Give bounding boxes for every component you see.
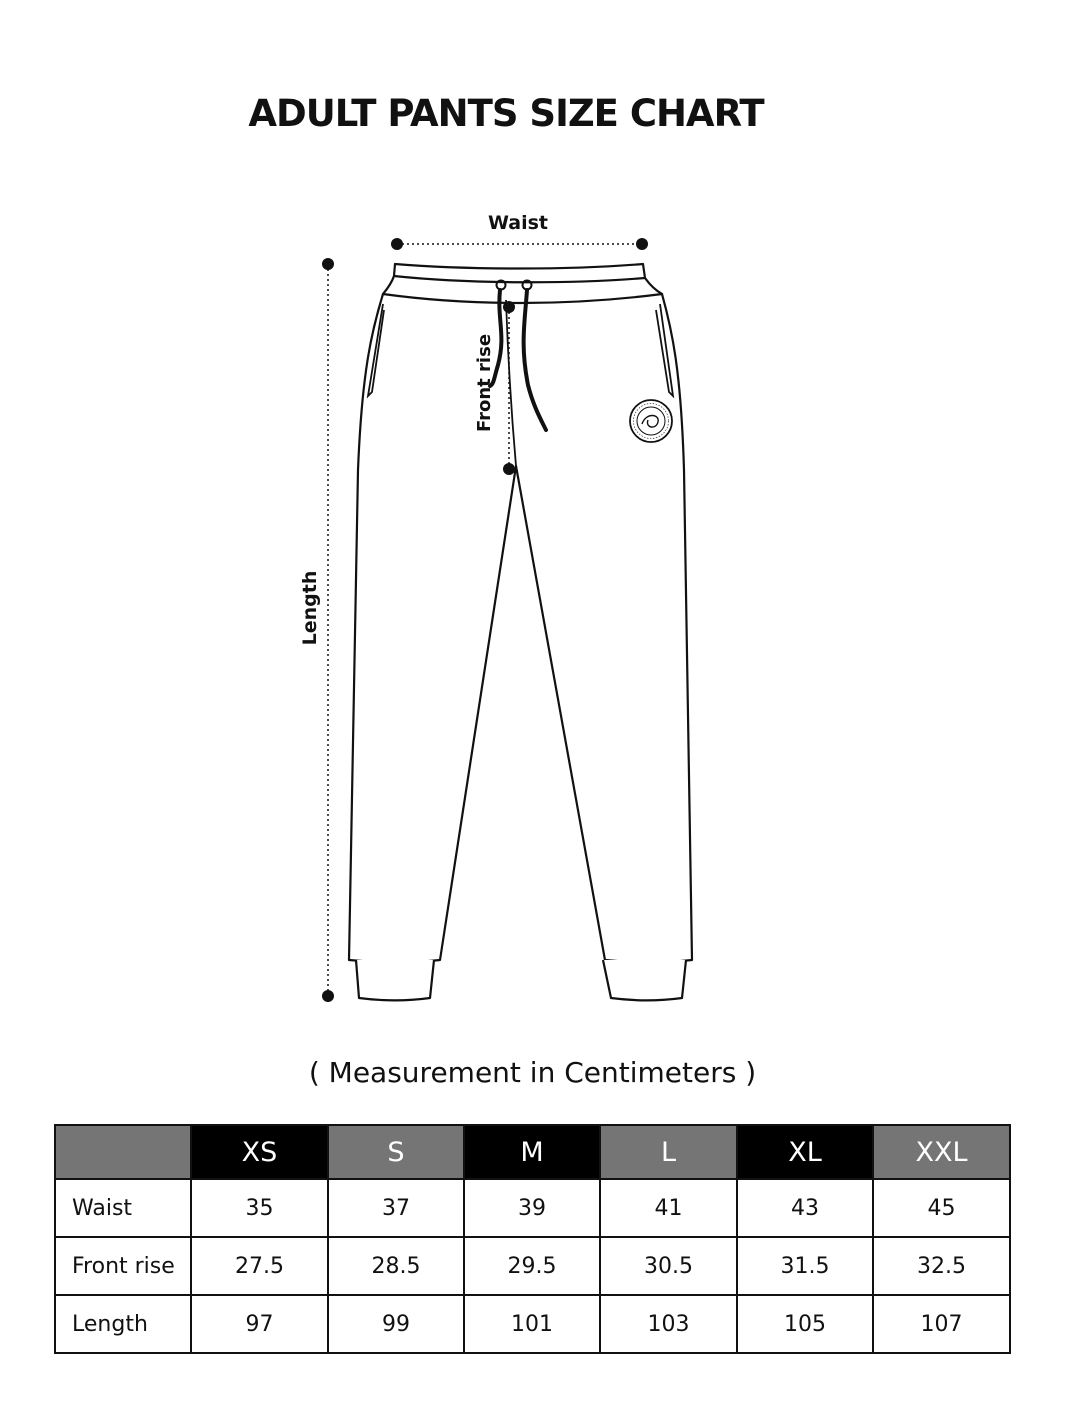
length-measure-line [322, 258, 334, 1002]
table-row [55, 1295, 1010, 1353]
row-label-length: Length [55, 1295, 191, 1353]
cell-value: 43 [737, 1179, 873, 1237]
size-table [54, 1124, 1011, 1354]
size-header-l: L [600, 1125, 737, 1179]
cell-value: 45 [873, 1179, 1010, 1237]
cell-value: 32.5 [873, 1237, 1010, 1295]
waist-label: Waist [487, 212, 549, 234]
size-header-xl: XL [737, 1125, 873, 1179]
row-label-waist: Waist [55, 1179, 191, 1237]
table-row [55, 1179, 1010, 1237]
size-header-xxl: XXL [873, 1125, 1010, 1179]
cell-value: 101 [464, 1295, 600, 1353]
measurement-unit-note: ( Measurement in Centimeters ) [308, 1056, 757, 1089]
pants-outline [349, 264, 692, 1000]
cell-value: 105 [737, 1295, 873, 1353]
cell-value: 35 [191, 1179, 328, 1237]
corner-cell [55, 1125, 191, 1179]
cell-value: 39 [464, 1179, 600, 1237]
cell-value: 27.5 [191, 1237, 328, 1295]
cell-value: 41 [600, 1179, 737, 1237]
size-header-xs: XS [191, 1125, 328, 1179]
cell-value: 30.5 [600, 1237, 737, 1295]
size-header-m: M [464, 1125, 600, 1179]
table-row [55, 1237, 1010, 1295]
page-title: ADULT PANTS SIZE CHART [248, 92, 764, 135]
cell-value: 28.5 [328, 1237, 464, 1295]
row-label-front-rise: Front rise [55, 1237, 191, 1295]
cell-value: 99 [328, 1295, 464, 1353]
cell-value: 37 [328, 1179, 464, 1237]
size-header-row [55, 1125, 1010, 1179]
waist-measure-line [391, 238, 648, 250]
size-header-s: S [328, 1125, 464, 1179]
cell-value: 107 [873, 1295, 1010, 1353]
cell-value: 97 [191, 1295, 328, 1353]
cell-value: 31.5 [737, 1237, 873, 1295]
cell-value: 29.5 [464, 1237, 600, 1295]
length-label: Length [299, 570, 321, 646]
cell-value: 103 [600, 1295, 737, 1353]
front-rise-label: Front rise [474, 333, 495, 433]
